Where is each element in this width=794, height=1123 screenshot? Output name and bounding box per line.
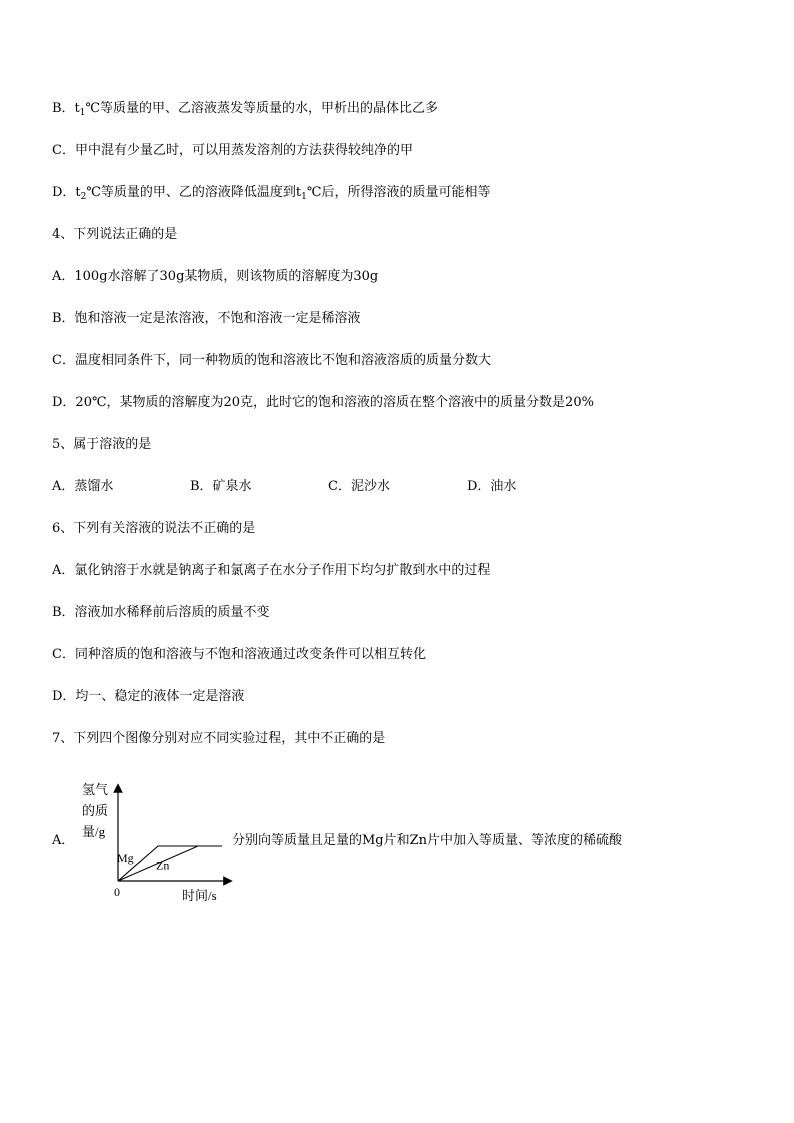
origin-label: 0 bbox=[114, 885, 120, 899]
q3-option-b: B．$t_1℃$等质量的甲、乙溶液蒸发等质量的水，甲析出的晶体比乙多 bbox=[52, 101, 439, 118]
q5-option-c: C．泥沙水 bbox=[328, 479, 390, 494]
q6-option-d: D．均一、稳定的液体一定是溶液 bbox=[52, 689, 245, 704]
q5-option-b: B．矿泉水 bbox=[190, 479, 252, 494]
series-label-mg: Mg bbox=[117, 851, 134, 865]
q6-option-a: A．氯化钠溶于水就是钠离子和氯离子在水分子作用下均匀扩散到水中的过程 bbox=[52, 563, 491, 578]
y-axis-label-line-2: 的质 bbox=[82, 803, 109, 818]
y-axis-label-line-3: 量/g bbox=[82, 824, 106, 839]
question-4-stem: 4、下列说法正确的是 bbox=[52, 227, 178, 242]
q6-option-b: B．溶液加水稀释前后溶质的质量不变 bbox=[52, 605, 270, 620]
q4-option-d: D．20℃，某物质的溶解度为20克，此时它的饱和溶液的溶质在整个溶液中的质量分数是20% bbox=[52, 395, 594, 410]
question-6-stem: 6、下列有关溶液的说法不正确的是 bbox=[52, 521, 256, 536]
q4-option-a: A．100g水溶解了30g某物质，则该物质的溶解度为30g bbox=[52, 269, 379, 284]
x-axis-label: 时间/s bbox=[182, 888, 217, 903]
q3-option-c: C．甲中混有少量乙时，可以用蒸发溶剂的方法获得较纯净的甲 bbox=[52, 143, 413, 158]
question-5-stem: 5、属于溶液的是 bbox=[52, 437, 152, 452]
hydrogen-mass-graph bbox=[76, 778, 236, 908]
q7-option-a-text: 分别向等质量且足量的Mg片和Zn片中加入等质量、等浓度的稀硫酸 bbox=[232, 833, 623, 848]
series-label-zn: Zn bbox=[156, 858, 170, 873]
q5-option-d: D．油水 bbox=[467, 479, 517, 494]
q3-option-d: D．$t_2℃$等质量的甲、乙的溶液降低温度到$t_1℃$后，所得溶液的质量可能相等 bbox=[52, 185, 491, 202]
q6-option-c: C．同种溶质的饱和溶液与不饱和溶液通过改变条件可以相互转化 bbox=[52, 647, 426, 662]
y-axis-label-line-1: 氢气 bbox=[82, 782, 109, 797]
q7-option-a-label: A． bbox=[52, 833, 75, 848]
question-7-stem: 7、下列四个图像分别对应不同实验过程，其中不正确的是 bbox=[52, 731, 386, 746]
q5-option-a: A．蒸馏水 bbox=[52, 479, 114, 494]
q4-option-b: B．饱和溶液一定是浓溶液，不饱和溶液一定是稀溶液 bbox=[52, 311, 361, 326]
q4-option-c: C．温度相同条件下，同一种物质的饱和溶液比不饱和溶液溶质的质量分数大 bbox=[52, 353, 491, 368]
